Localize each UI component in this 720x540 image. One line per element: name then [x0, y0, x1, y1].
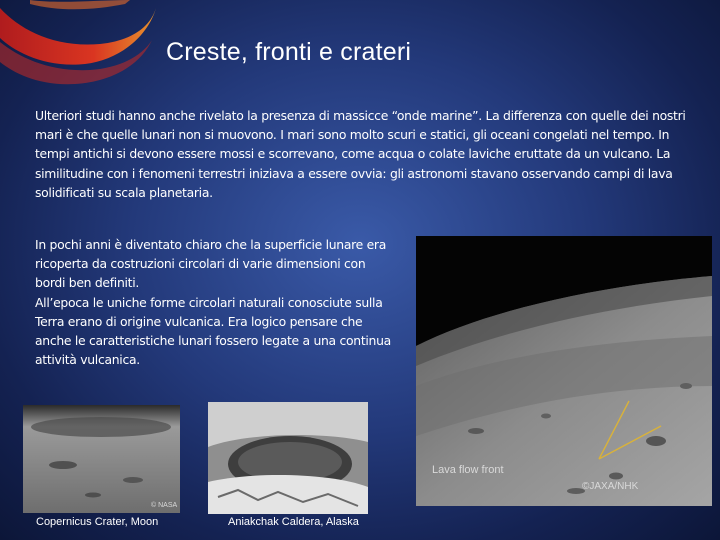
caldera-caption: Aniakchak Caldera, Alaska	[228, 516, 359, 528]
slide-title: Creste, fronti e crateri	[166, 38, 412, 66]
copernicus-caption: Copernicus Crater, Moon	[36, 516, 159, 528]
copernicus-crater-photo	[23, 405, 180, 513]
moon-surface-photo	[416, 236, 712, 506]
crater-paragraph-line2: All’epoca le uniche forme circolari naturali conosciute sulla Terra erano di origine vulcanica. Era logico pensare che anche le caratteristiche lunari fossero legate a una continua attività vulcanica.	[35, 294, 391, 368]
jaxa-credit: ©JAXA/NHK	[582, 481, 639, 492]
aniakchak-caldera-photo	[208, 402, 368, 514]
intro-paragraph: Ulteriori studi hanno anche rivelato la presenza di massicce “onde marine”. La differenza con quelle dei nostri mari è che quelle lunari non si muovono. I mari sono molto scuri e statici, gli oceani congelati nel tempo. In tempi antichi si devono essere mossi e scorrevano, come acqua o colate laviche eruttate da un vulcano. La similitudine con i fenomeni terrestri iniziava a essere ovvia: gli astronomi stavano osservando campi di lava solidificati su scala planetaria.	[35, 108, 686, 200]
crater-paragraph-line1: In pochi anni è diventato chiaro che la superficie lunare era ricoperta da costruzioni circolari di varie dimensioni con bordi ben definiti.	[35, 237, 387, 291]
crater-paragraph	[35, 235, 395, 369]
logo-swoosh-icon	[0, 0, 160, 90]
lava-flow-label: Lava flow front	[432, 464, 504, 476]
nasa-credit: © NASA	[151, 502, 178, 509]
